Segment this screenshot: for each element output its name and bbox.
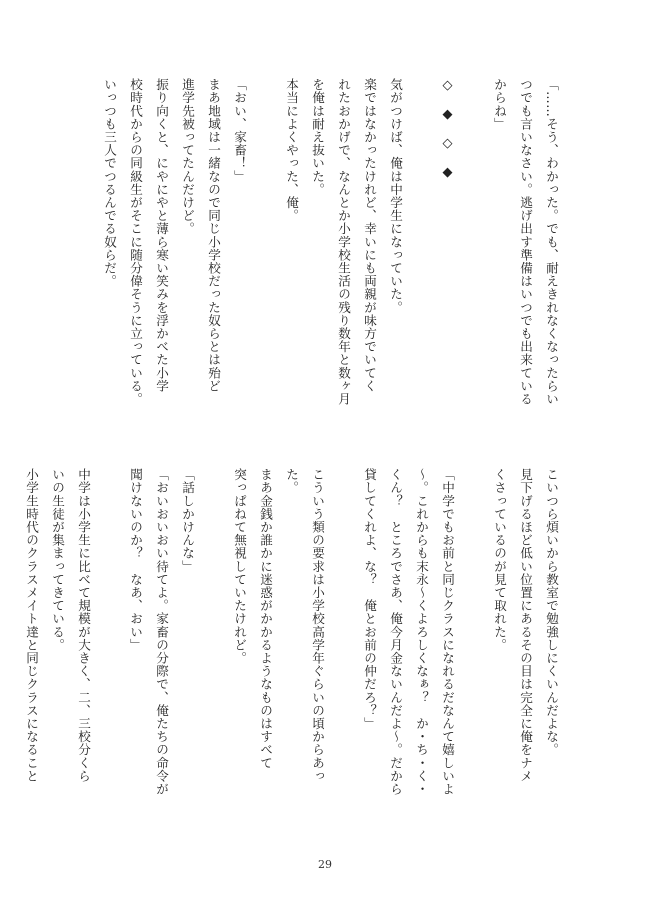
text-line: 進学先被ってたんだけど。 bbox=[180, 78, 195, 236]
text-line: 「話しかけんな」 bbox=[180, 468, 195, 573]
blank-line bbox=[200, 468, 226, 840]
section-break-diamonds: ◇◆◇◆ bbox=[440, 78, 455, 194]
text-line: 気がつけば、俺は中学生になっていた。 bbox=[388, 78, 403, 314]
text-line: 「おい、家畜！」 bbox=[232, 78, 247, 183]
text-line: 振り向くと、にやにやと薄ら寒い笑みを浮かべた小学 bbox=[154, 78, 169, 393]
blank-line bbox=[460, 78, 486, 436]
text-line: こいつら煩いから教室で勉強しにくいんだよな。 bbox=[544, 468, 559, 757]
text-line: 聞けないのか？ なあ、おい」 bbox=[128, 468, 143, 652]
text-line: 突っぱねて無視していたけれど。 bbox=[232, 468, 247, 665]
text-line: まあ地域は一緒なので同じ小学校だった奴らとは殆ど bbox=[206, 78, 221, 393]
text-line: 「おいおいおい待てよ。家畜の分際で、俺たちの命令が bbox=[154, 468, 169, 796]
text-line: ～。これからも末永～くよろしくなぁ？ か・ち・く・ bbox=[414, 468, 429, 796]
text-line: た。 bbox=[284, 468, 299, 495]
blank-line bbox=[96, 468, 122, 840]
text-line: 「……そう、わかった。でも、耐えきれなくなったらい bbox=[544, 78, 559, 406]
text-line: くさっているのが見て取れた。 bbox=[492, 468, 507, 652]
blank-line bbox=[252, 78, 278, 436]
text-block-top bbox=[84, 78, 564, 436]
text-line: いっつも三人でつるんでる奴らだ。 bbox=[102, 78, 117, 288]
text-line: 小学生時代のクラスメイト達と同じクラスになること bbox=[24, 468, 39, 783]
blank-line bbox=[408, 78, 434, 436]
text-line: こういう類の要求は小学校高学年ぐらいの頃からあっ bbox=[310, 468, 325, 783]
blank-line bbox=[460, 468, 486, 840]
text-block-bottom bbox=[24, 468, 564, 840]
text-line: 楽ではなかったけれど、幸いにも両親が味方でいてく bbox=[362, 78, 377, 393]
text-line: 見下げるほど低い位置にあるその目は完全に俺をナメ bbox=[518, 468, 533, 783]
text-line: まあ金銭か誰かに迷惑がかかるようなものはすべて bbox=[258, 468, 273, 770]
text-line: 「中学でもお前と同じクラスになれるだなんて嬉しいよ bbox=[440, 468, 455, 796]
text-line: いの生徒が集まってきている。 bbox=[50, 468, 65, 652]
text-line: つでも言いなさい。逃げ出す準備はいつでも出来ている bbox=[518, 78, 533, 406]
text-line: 中学は小学生に比べて規模が大きく、二、三校分くら bbox=[76, 468, 91, 783]
text-line: 校時代からの同級生がそこに随分偉そうに立っている。 bbox=[128, 78, 143, 406]
text-line: からね」 bbox=[492, 78, 507, 131]
text-line: れたおかげで、なんとか小学校生活の残り数年と数ヶ月 bbox=[336, 78, 351, 406]
page-number: 29 bbox=[318, 858, 332, 871]
text-line: 貸してくれよ、な？ 俺とお前の仲だろ？」 bbox=[362, 468, 377, 730]
blank-line bbox=[330, 468, 356, 840]
text-line: を俺は耐え抜いた。 bbox=[310, 78, 325, 196]
text-line: くん？ ところでさあ、俺今月金ないんだよ～。だから bbox=[388, 468, 403, 796]
text-line: 本当によくやった、俺。 bbox=[284, 78, 299, 223]
